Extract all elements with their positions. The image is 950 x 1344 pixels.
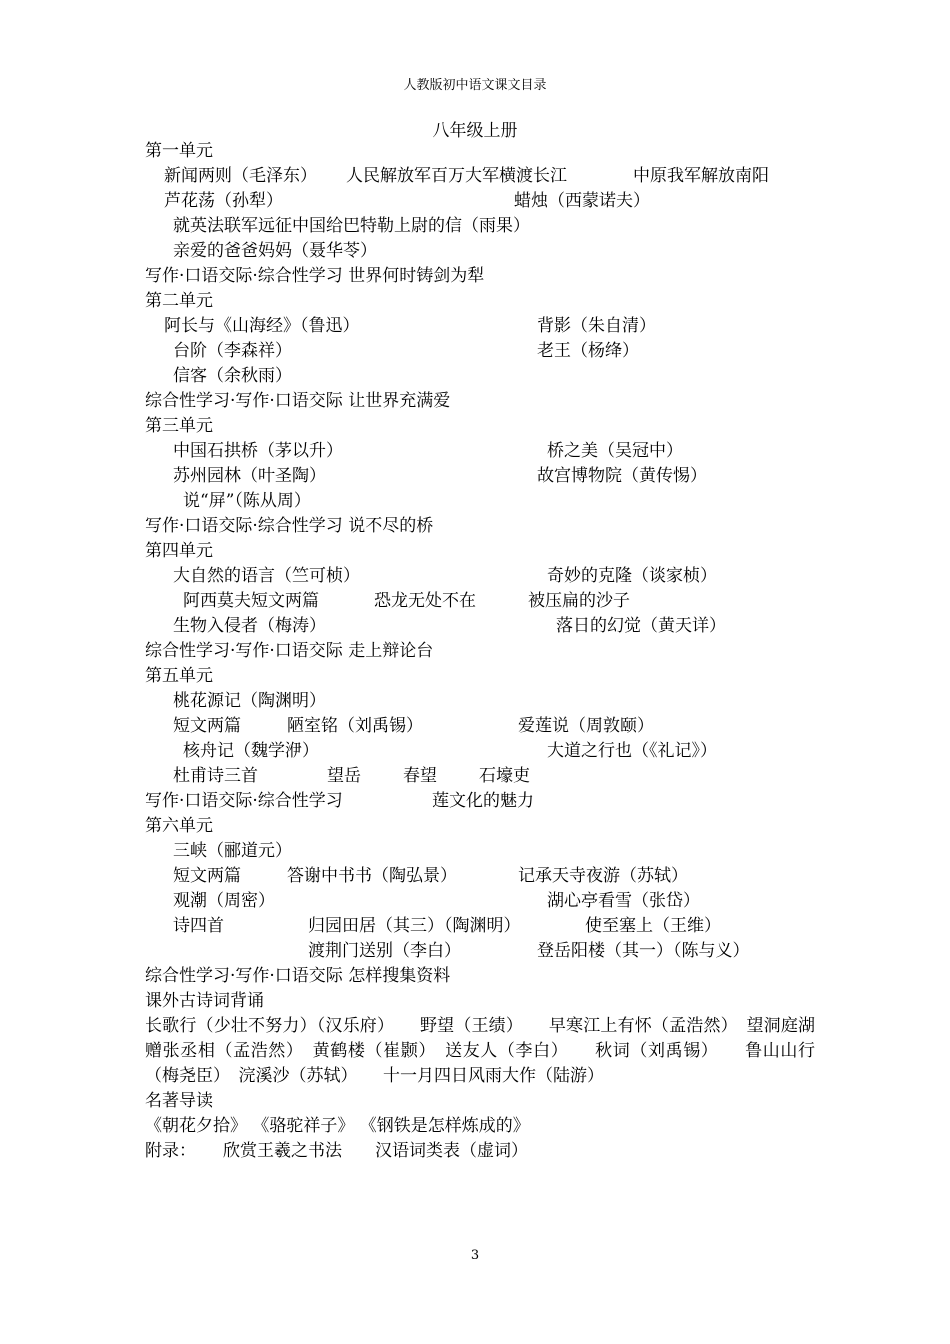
lesson-title: 桃花源记（陶渊明） xyxy=(173,691,326,711)
unit-activity: 综合性学习·写作·口语交际 怎样搜集资料 xyxy=(145,966,451,986)
lesson-title: 湖心亭看雪（张岱） xyxy=(547,891,700,911)
lesson-title: 生物入侵者（梅涛） xyxy=(173,616,326,636)
toc-row xyxy=(145,589,815,614)
page-number: 3 xyxy=(470,1248,480,1263)
lesson-title: 春望 xyxy=(403,766,437,786)
unit-heading: 第三单元 xyxy=(145,416,213,436)
lesson-title: 杜甫诗三首 xyxy=(173,766,258,786)
lesson-title: 渡荆门送别（李白） xyxy=(308,941,461,961)
unit-activity: 综合性学习·写作·口语交际 让世界充满爱 xyxy=(145,391,451,411)
toc-row xyxy=(145,189,815,214)
lesson-title: 短文两篇 xyxy=(173,716,241,736)
lesson-title: 爱莲说（周敦颐） xyxy=(518,716,654,736)
lesson-title: 老王（杨绛） xyxy=(537,341,639,361)
toc-row xyxy=(145,489,815,514)
table-of-contents xyxy=(145,139,815,1164)
toc-row xyxy=(145,689,815,714)
lesson-title: 观潮（周密） xyxy=(173,891,275,911)
toc-row xyxy=(145,714,815,739)
lesson-title: 落日的幻觉（黄天详） xyxy=(556,616,726,636)
toc-row xyxy=(145,339,815,364)
toc-row xyxy=(145,364,815,389)
lesson-title: 大自然的语言（竺可桢） xyxy=(173,566,360,586)
lesson-title: 记承天寺夜游（苏轼） xyxy=(518,866,688,886)
toc-row xyxy=(145,214,815,239)
unit-heading: 第四单元 xyxy=(145,541,213,561)
lesson-title: 石壕吏 xyxy=(479,766,530,786)
lesson-title: 短文两篇 xyxy=(173,866,241,886)
appendix-label: 附录： xyxy=(145,1141,196,1161)
toc-row xyxy=(145,889,815,914)
toc-row xyxy=(145,239,815,264)
lesson-title: 奇妙的克隆（谈家桢） xyxy=(547,566,717,586)
unit-activity: 写作·口语交际·综合性学习 说不尽的桥 xyxy=(145,516,434,536)
lesson-title: 信客（余秋雨） xyxy=(173,366,292,386)
lesson-title: 答谢中书书（陶弘景） xyxy=(287,866,457,886)
unit-activity: 写作·口语交际·综合性学习 莲文化的魅力 xyxy=(145,791,534,811)
lesson-title: 阿西莫夫短文两篇 xyxy=(183,591,319,611)
toc-row xyxy=(145,439,815,464)
lesson-title: 蜡烛（西蒙诺夫） xyxy=(514,191,650,211)
book-list: 《朝花夕拾》 《骆驼祥子》 《钢铁是怎样炼成的》 xyxy=(145,1116,530,1136)
appendix-item: 汉语词类表（虚词） xyxy=(375,1141,528,1161)
unit-activity: 综合性学习·写作·口语交际 走上辩论台 xyxy=(145,641,434,661)
lesson-title: 大道之行也（《礼记》） xyxy=(547,741,717,761)
lesson-title: 新闻两则（毛泽东） xyxy=(164,166,317,186)
volume-title: 八年级上册 xyxy=(432,121,518,141)
lesson-title: 望岳 xyxy=(327,766,361,786)
toc-row xyxy=(145,314,815,339)
lesson-title: 就英法联军远征中国给巴特勒上尉的信（雨果） xyxy=(173,216,530,236)
unit-activity: 写作·口语交际·综合性学习 世界何时铸剑为犁 xyxy=(145,266,485,286)
toc-row xyxy=(145,614,815,639)
section-heading: 名著导读 xyxy=(145,1091,213,1111)
lesson-title: 说“屏”（陈从周） xyxy=(183,491,311,511)
lesson-title: 核舟记（魏学洢） xyxy=(183,741,319,761)
lesson-title: 恐龙无处不在 xyxy=(374,591,476,611)
toc-row xyxy=(145,764,815,789)
lesson-title: 登岳阳楼（其一）（陈与义） xyxy=(537,941,750,961)
unit-heading: 第二单元 xyxy=(145,291,213,311)
section-heading: 课外古诗词背诵 xyxy=(145,991,264,1011)
toc-row xyxy=(145,864,815,889)
lesson-title: 桥之美（吴冠中） xyxy=(547,441,683,461)
lesson-title: 台阶（李森祥） xyxy=(173,341,292,361)
unit-heading: 第一单元 xyxy=(145,141,213,161)
poem-list: 长歌行（少壮不努力）（汉乐府） 野望（王绩） 早寒江上有怀（孟浩然） 望洞庭湖赠张丞相（孟浩然） 黄鹤楼（崔颢） 送友人（李白） 秋词（刘禹锡） 鲁山山行（梅尧臣） 浣溪沙（苏轼） 十一月四日风雨大作（陆游） xyxy=(145,1016,815,1086)
lesson-title: 诗四首 xyxy=(173,916,224,936)
toc-row xyxy=(145,739,815,764)
toc-row xyxy=(145,564,815,589)
lesson-title: 阿长与《山海经》（鲁迅） xyxy=(164,316,360,336)
lesson-title: 被压扁的沙子 xyxy=(528,591,630,611)
toc-row xyxy=(145,164,815,189)
unit-heading: 第六单元 xyxy=(145,816,213,836)
toc-row xyxy=(145,939,815,964)
appendix-row xyxy=(145,1139,815,1164)
lesson-title: 背影（朱自清） xyxy=(537,316,656,336)
lesson-title: 中国石拱桥（茅以升） xyxy=(173,441,343,461)
lesson-title: 人民解放军百万大军横渡长江 xyxy=(346,166,567,186)
lesson-title: 亲爱的爸爸妈妈（聂华苓） xyxy=(173,241,377,261)
toc-row xyxy=(145,839,815,864)
lesson-title: 苏州园林（叶圣陶） xyxy=(173,466,326,486)
unit-heading: 第五单元 xyxy=(145,666,213,686)
appendix-item: 欣赏王羲之书法 xyxy=(223,1141,342,1161)
lesson-title: 归园田居（其三）（陶渊明） xyxy=(308,916,521,936)
lesson-title: 使至塞上（王维） xyxy=(585,916,721,936)
toc-row xyxy=(145,914,815,939)
toc-row xyxy=(145,464,815,489)
lesson-title: 三峡（郦道元） xyxy=(173,841,292,861)
lesson-title: 陋室铭（刘禹锡） xyxy=(287,716,423,736)
lesson-title: 故宫博物院（黄传惕） xyxy=(537,466,707,486)
lesson-title: 中原我军解放南阳 xyxy=(633,166,769,186)
running-header: 人教版初中语文课文目录 xyxy=(403,78,547,93)
lesson-title: 芦花荡（孙犁） xyxy=(164,191,283,211)
